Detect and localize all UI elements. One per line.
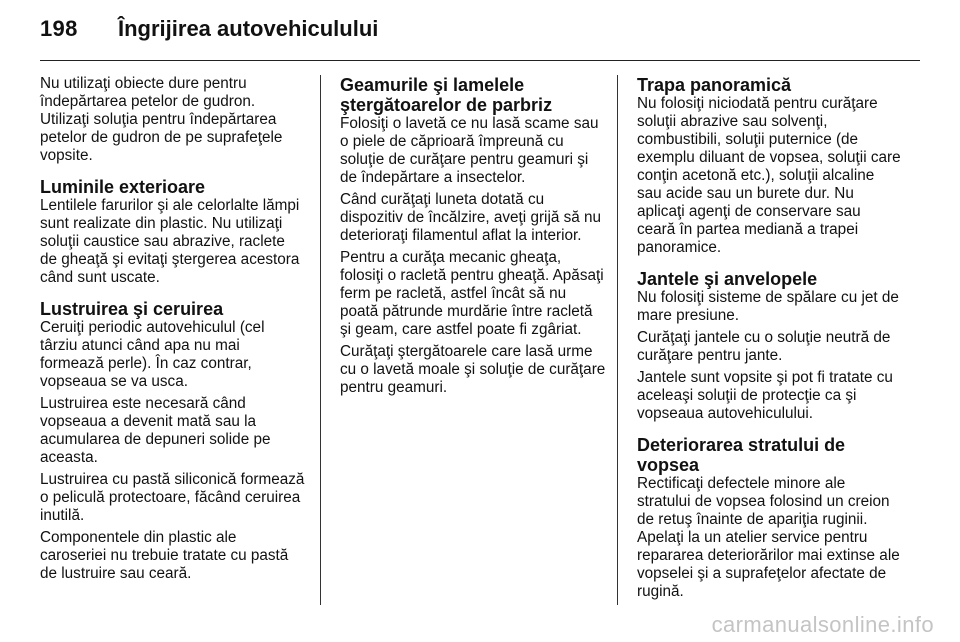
page-title: Îngrijirea autovehiculului [118, 16, 379, 41]
polishing-paragraph-3: Lustruirea cu pastă siliconică formează o peliculă protectoare, făcând ceruirea inutilă. [40, 471, 305, 524]
polishing-paragraph-2: Lustruirea este necesară când vopseaua a devenit mată sau la acumularea de depuneri solide pe aceasta. [40, 395, 271, 466]
section-heading-windows [340, 75, 606, 115]
windows-paragraph-1: Folosiţi o lavetă ce nu lasă scame sau o piele de căprioară împreună cu soluţie de curăţare pentru geamuri şi de îndepărtare a insectelor. [340, 115, 599, 186]
section-heading-wheels: Jantele şi anvelopele [637, 269, 818, 289]
wheels-paragraph-3: Jantele sunt vopsite şi pot fi tratate cu aceleaşi soluţii de protecţie ca şi vopseaua autovehiculului. [637, 369, 893, 422]
page-number: 198 [40, 16, 78, 41]
section-heading-sunroof: Trapa panoramică [637, 75, 792, 95]
column-left [40, 75, 306, 587]
windows-paragraph-2: Când curăţaţi luneta dotată cu dispozitiv de încălzire, aveţi grijă să nu deterioraţi filamentul aflat la interior. [340, 191, 602, 244]
polishing-paragraph-4: Componentele din plastic ale caroseriei nu trebuie tratate cu pastă de lustruire sau ceară. [40, 529, 289, 582]
wheels-paragraph-2: Curăţaţi jantele cu o soluţie neutră de curăţare pentru jante. [637, 329, 891, 364]
section-heading-polishing: Lustruirea şi ceruirea [40, 299, 224, 319]
windows-paragraph-3: Pentru a curăţa mecanic gheaţa, folosiţi o racletă pentru gheaţă. Apăsaţi ferm pe racletă, astfel încât să nu poată pătrunde murdărie între racletă şi geam, care astfel poate fi zgâriat. [340, 249, 604, 338]
windows-heading-line-1: Geamurile şi lamelele [340, 75, 525, 95]
exterior-lights-paragraph: Lentilele farurilor şi ale celorlalte lămpi sunt realizate din plastic. Nu utilizaţi soluţii caustice sau abrazive, raclete de gheaţă şi evitaţi ştergerea acestora când sunt uscate. [40, 197, 300, 286]
column-divider-1 [320, 75, 321, 605]
paint-damage-paragraph: Rectificaţi defectele minore ale stratului de vopsea folosind un creion de retuş înainte de apariţia ruginii. Apelaţi la un atelier service pentru repararea deteriorărilor mai extinse ale vopselei şi a suprafeţelor afectate de rugină. [637, 475, 900, 600]
section-heading-paint-damage: Deteriorarea stratului de vopsea [637, 435, 846, 475]
wheels-paragraph-1: Nu folosiţi sisteme de spălare cu jet de mare presiune. [637, 289, 899, 324]
sunroof-paragraph: Nu folosiţi niciodată pentru curăţare soluţii abrazive sau solvenţi, combustibili, soluţii puternice (de exemplu diluant de vopsea, soluţii care conţin acetonă etc.), soluţii alcaline sau acide sau un burete dur. Nu aplicaţi agenţi de conservare sau ceară în partea mediană a trapei panoramice. [637, 95, 901, 256]
header-divider [40, 60, 920, 61]
windows-paragraph-4: Curăţaţi ştergătoarele care lasă urme cu o lavetă moale şi soluţie de curăţare pentru geamuri. [340, 343, 606, 396]
column-divider-2 [617, 75, 618, 605]
section-heading-exterior-lights: Luminile exterioare [40, 177, 206, 197]
intro-paragraph: Nu utilizaţi obiecte dure pentru îndepărtarea petelor de gudron. Utilizaţi soluţia pentru îndepărtarea petelor de gudron de pe suprafeţele vopsite. [40, 75, 283, 164]
watermark: carmanualsonline.info [711, 612, 934, 637]
windows-heading-line-2: ştergătoarelor de parbriz [340, 95, 553, 115]
column-right [637, 75, 903, 605]
polishing-paragraph-1: Ceruiţi periodic autovehiculul (cel târziu atunci când apa nu mai formează perle). În caz contrar, vopseaua se va usca. [40, 319, 265, 390]
column-middle [340, 75, 606, 401]
page-header [0, 0, 960, 64]
